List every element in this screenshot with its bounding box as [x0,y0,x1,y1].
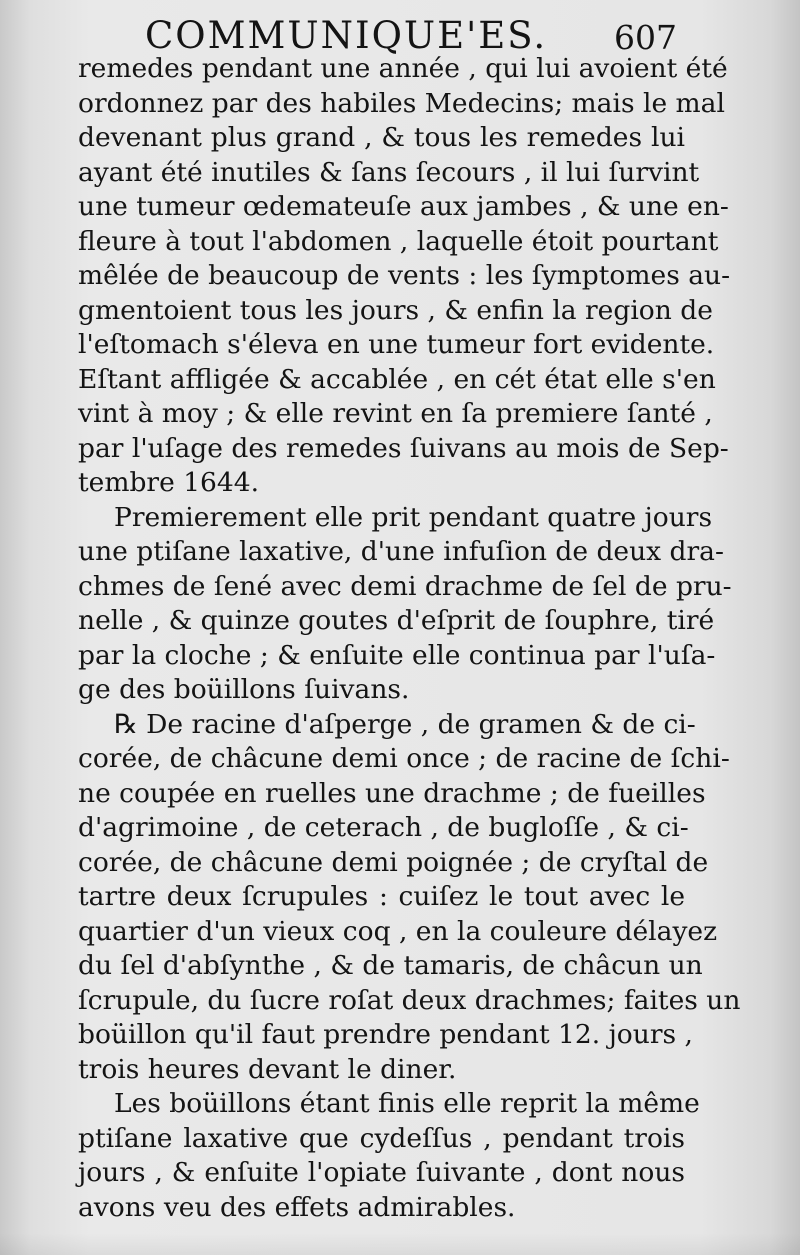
text-line: boüillon qu'il faut prendre pendant 12. jours , [78,1019,693,1050]
text-line: gmentoient tous les jours , & enfin la region de [78,294,713,326]
text-line: ayant été inutiles & ſans ſecours , il lui ſurvint [78,156,700,188]
page-number: 607 [614,18,677,57]
text-line: quartier d'un vieux coq , en la couleure délayez [78,915,718,947]
text-line: Eſtant affligée & accablée , en cét état elle s'en [78,363,716,395]
text-line: par la cloche ; & enſuite elle continua par l'uſa- [78,639,716,671]
text-line: remedes pendant une année , qui lui avoient été [78,53,728,84]
text-line: ℞ De racine d'aſperge , de gramen & de ci- [114,708,696,740]
text-line: Premierement elle prit pendant quatre jours [114,501,713,533]
paragraph-1 [78,52,731,501]
text-line: mêlée de beaucoup de vents : les ſymptomes au- [78,260,731,291]
text-line: d'agrimoine , de ceterach , de bugloſſe , & ci- [78,812,689,843]
text-line: tembre 1644. [78,467,260,498]
text-line: trois heures devant le diner. [78,1053,457,1085]
text-line: corée, de châcune demi poignée ; de cryſtal de [78,846,709,878]
text-line: jours , & enſuite l'opiate ſuivante , dont nous [78,1157,685,1188]
text-line: nelle , & quinze goutes d'eſprit de ſouphre, tiré [78,605,715,636]
text-line: chmes de ſené avec demi drachme de ſel de pru- [78,570,732,602]
paragraph-4 [78,1087,700,1225]
text-line: tartre deux ſcrupules : cuiſez le tout avec le [78,881,685,912]
text-line: ge des boüillons ſuivans. [78,674,410,705]
text-line: l'eſtomach s'éleva en une tumeur fort evidente. [78,329,715,360]
page-bottom-shadow [0,1233,800,1255]
body-text [78,52,741,1225]
text-line: devenant plus grand , & tous les remedes lui [78,122,685,153]
text-line: fleure à tout l'abdomen , laquelle étoit pourtant [78,225,719,257]
text-line: ſcrupule, du ſucre roſat deux drachmes; faites un [78,984,741,1016]
text-line: ordonnez par des habiles Medecins; mais le mal [78,87,725,119]
text-line: vint à moy ; & elle revint en ſa premiere ſanté , [78,398,713,429]
text-line: une ptiſane laxative, d'une infuſion de deux dra- [78,536,724,567]
paragraph-2 [78,501,732,708]
text-line: Les boüillons étant finis elle reprit la même [114,1088,700,1119]
text-line: ptiſane laxative que cydeſſus , pendant trois [78,1122,685,1154]
text-line: ne coupée en ruelles une drachme ; de fueilles [78,777,706,809]
text-line: une tumeur œdemateuſe aux jambes , & une en- [78,191,729,222]
paragraph-3 [78,708,741,1088]
text-line: avons veu des effets admirables. [78,1191,516,1223]
text-line: corée, de châcune demi once ; de racine de ſchi- [78,743,730,774]
text-line: par l'uſage des remedes ſuivans au mois de Sep- [78,432,729,464]
text-line: du ſel d'abſynthe , & de tamaris, de châcun un [78,950,703,981]
running-title: COMMUNIQUE'ES. [145,14,548,57]
